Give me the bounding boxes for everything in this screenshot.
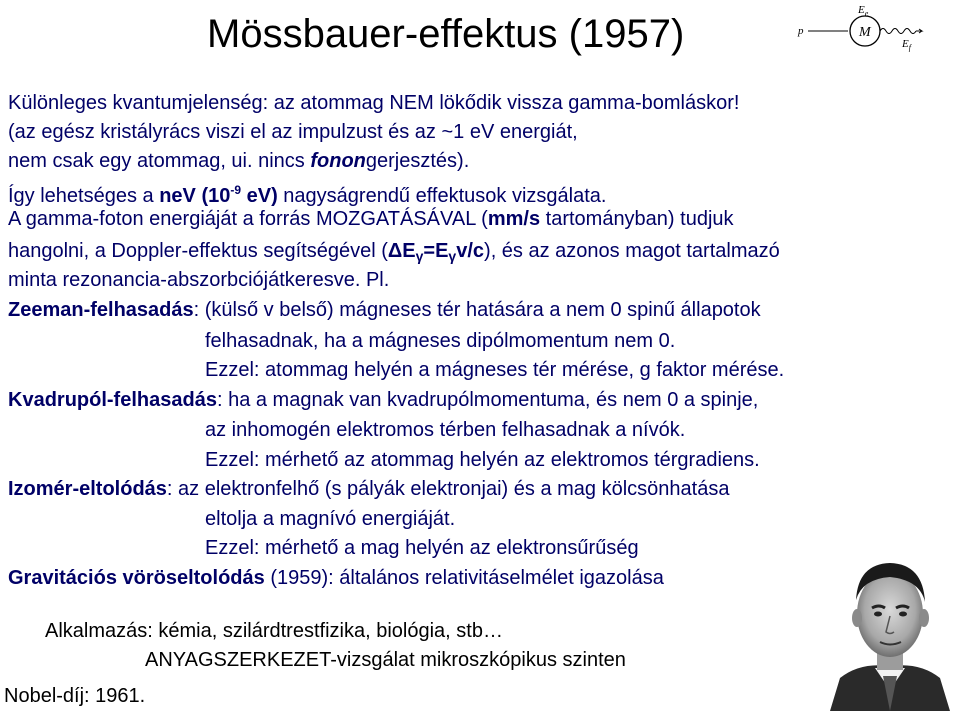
diagram-label-Ee: $E_e$	[858, 4, 869, 18]
gravitational-line: Gravitációs vöröseltolódás (1959): általános relativitáselmélet igazolása	[8, 567, 664, 589]
zeeman-line-1: Zeeman-felhasadás: (külső v belső) mágneses tér hatására a nem 0 spinű állapotok	[8, 299, 761, 321]
decay-diagram	[790, 0, 960, 60]
diagram-gamma-wave	[880, 29, 916, 34]
intro-line-1: Különleges kvantumjelenség: az atommag NEM lökődik vissza gamma-bomláskor!	[8, 92, 740, 114]
diagram-label-Ef: $E_f$	[902, 38, 911, 52]
intro-line-3: nem csak egy atommag, ui. nincs fonongerjesztés).	[8, 150, 470, 172]
doppler-line-3: minta rezonancia-abszorbciójátkeresve. Pl.	[8, 269, 390, 291]
diagram-wave-arrow	[916, 29, 922, 33]
isomer-line-3: Ezzel: mérhető a mag helyén az elektronsűrűség	[205, 537, 639, 559]
application-line-1: Alkalmazás: kémia, szilárdtrestfizika, biológia, stb…	[45, 620, 503, 642]
application-line-2: ANYAGSZERKEZET-vizsgálat mikroszkópikus szinten	[145, 649, 626, 671]
intro-line-2: (az egész kristályrács viszi el az impulzust és az ~1 eV energiát,	[8, 121, 578, 143]
diagram-label-M: M	[859, 25, 871, 40]
zeeman-line-2: felhasadnak, ha a mágneses dipólmomentum nem 0.	[205, 330, 676, 352]
isomer-line-1: Izomér-eltolódás: az elektronfelhő (s pályák elektronjai) és a mag kölcsönhatása	[8, 478, 730, 500]
quadrupole-line-2: az inhomogén elektromos térben felhasadnak a nívók.	[205, 419, 686, 441]
diagram-label-p: p	[798, 25, 804, 37]
nobel-prize: Nobel-díj: 1961.	[4, 685, 146, 707]
quadrupole-line-1: Kvadrupól-felhasadás: ha a magnak van kvadrupólmomentuma, és nem 0 a spinje,	[8, 389, 759, 411]
zeeman-line-3: Ezzel: atommag helyén a mágneses tér mérése, g faktor mérése.	[205, 359, 785, 381]
doppler-line-1: A gamma-foton energiáját a forrás MOZGATÁSÁVAL (mm/s tartományban) tudjuk	[8, 208, 734, 230]
doppler-line-2: hangolni, a Doppler-effektus segítségével $(\Delta E_\gamma=E_\gamma v/c)$, és az azonos magot tartalmazó	[8, 240, 780, 264]
intro-line-4: Így lehetséges a neV ($10^{-9}$ eV) nagyságrendű effektusok vizsgálata.	[8, 183, 607, 207]
page-title: Mössbauer-effektus (1957)	[207, 12, 685, 56]
isomer-line-2: eltolja a magnívó energiáját.	[205, 508, 456, 530]
quadrupole-line-3: Ezzel: mérhető az atommag helyén az elektromos térgradiens.	[205, 449, 760, 471]
mossbauer-portrait-photo	[820, 550, 960, 711]
